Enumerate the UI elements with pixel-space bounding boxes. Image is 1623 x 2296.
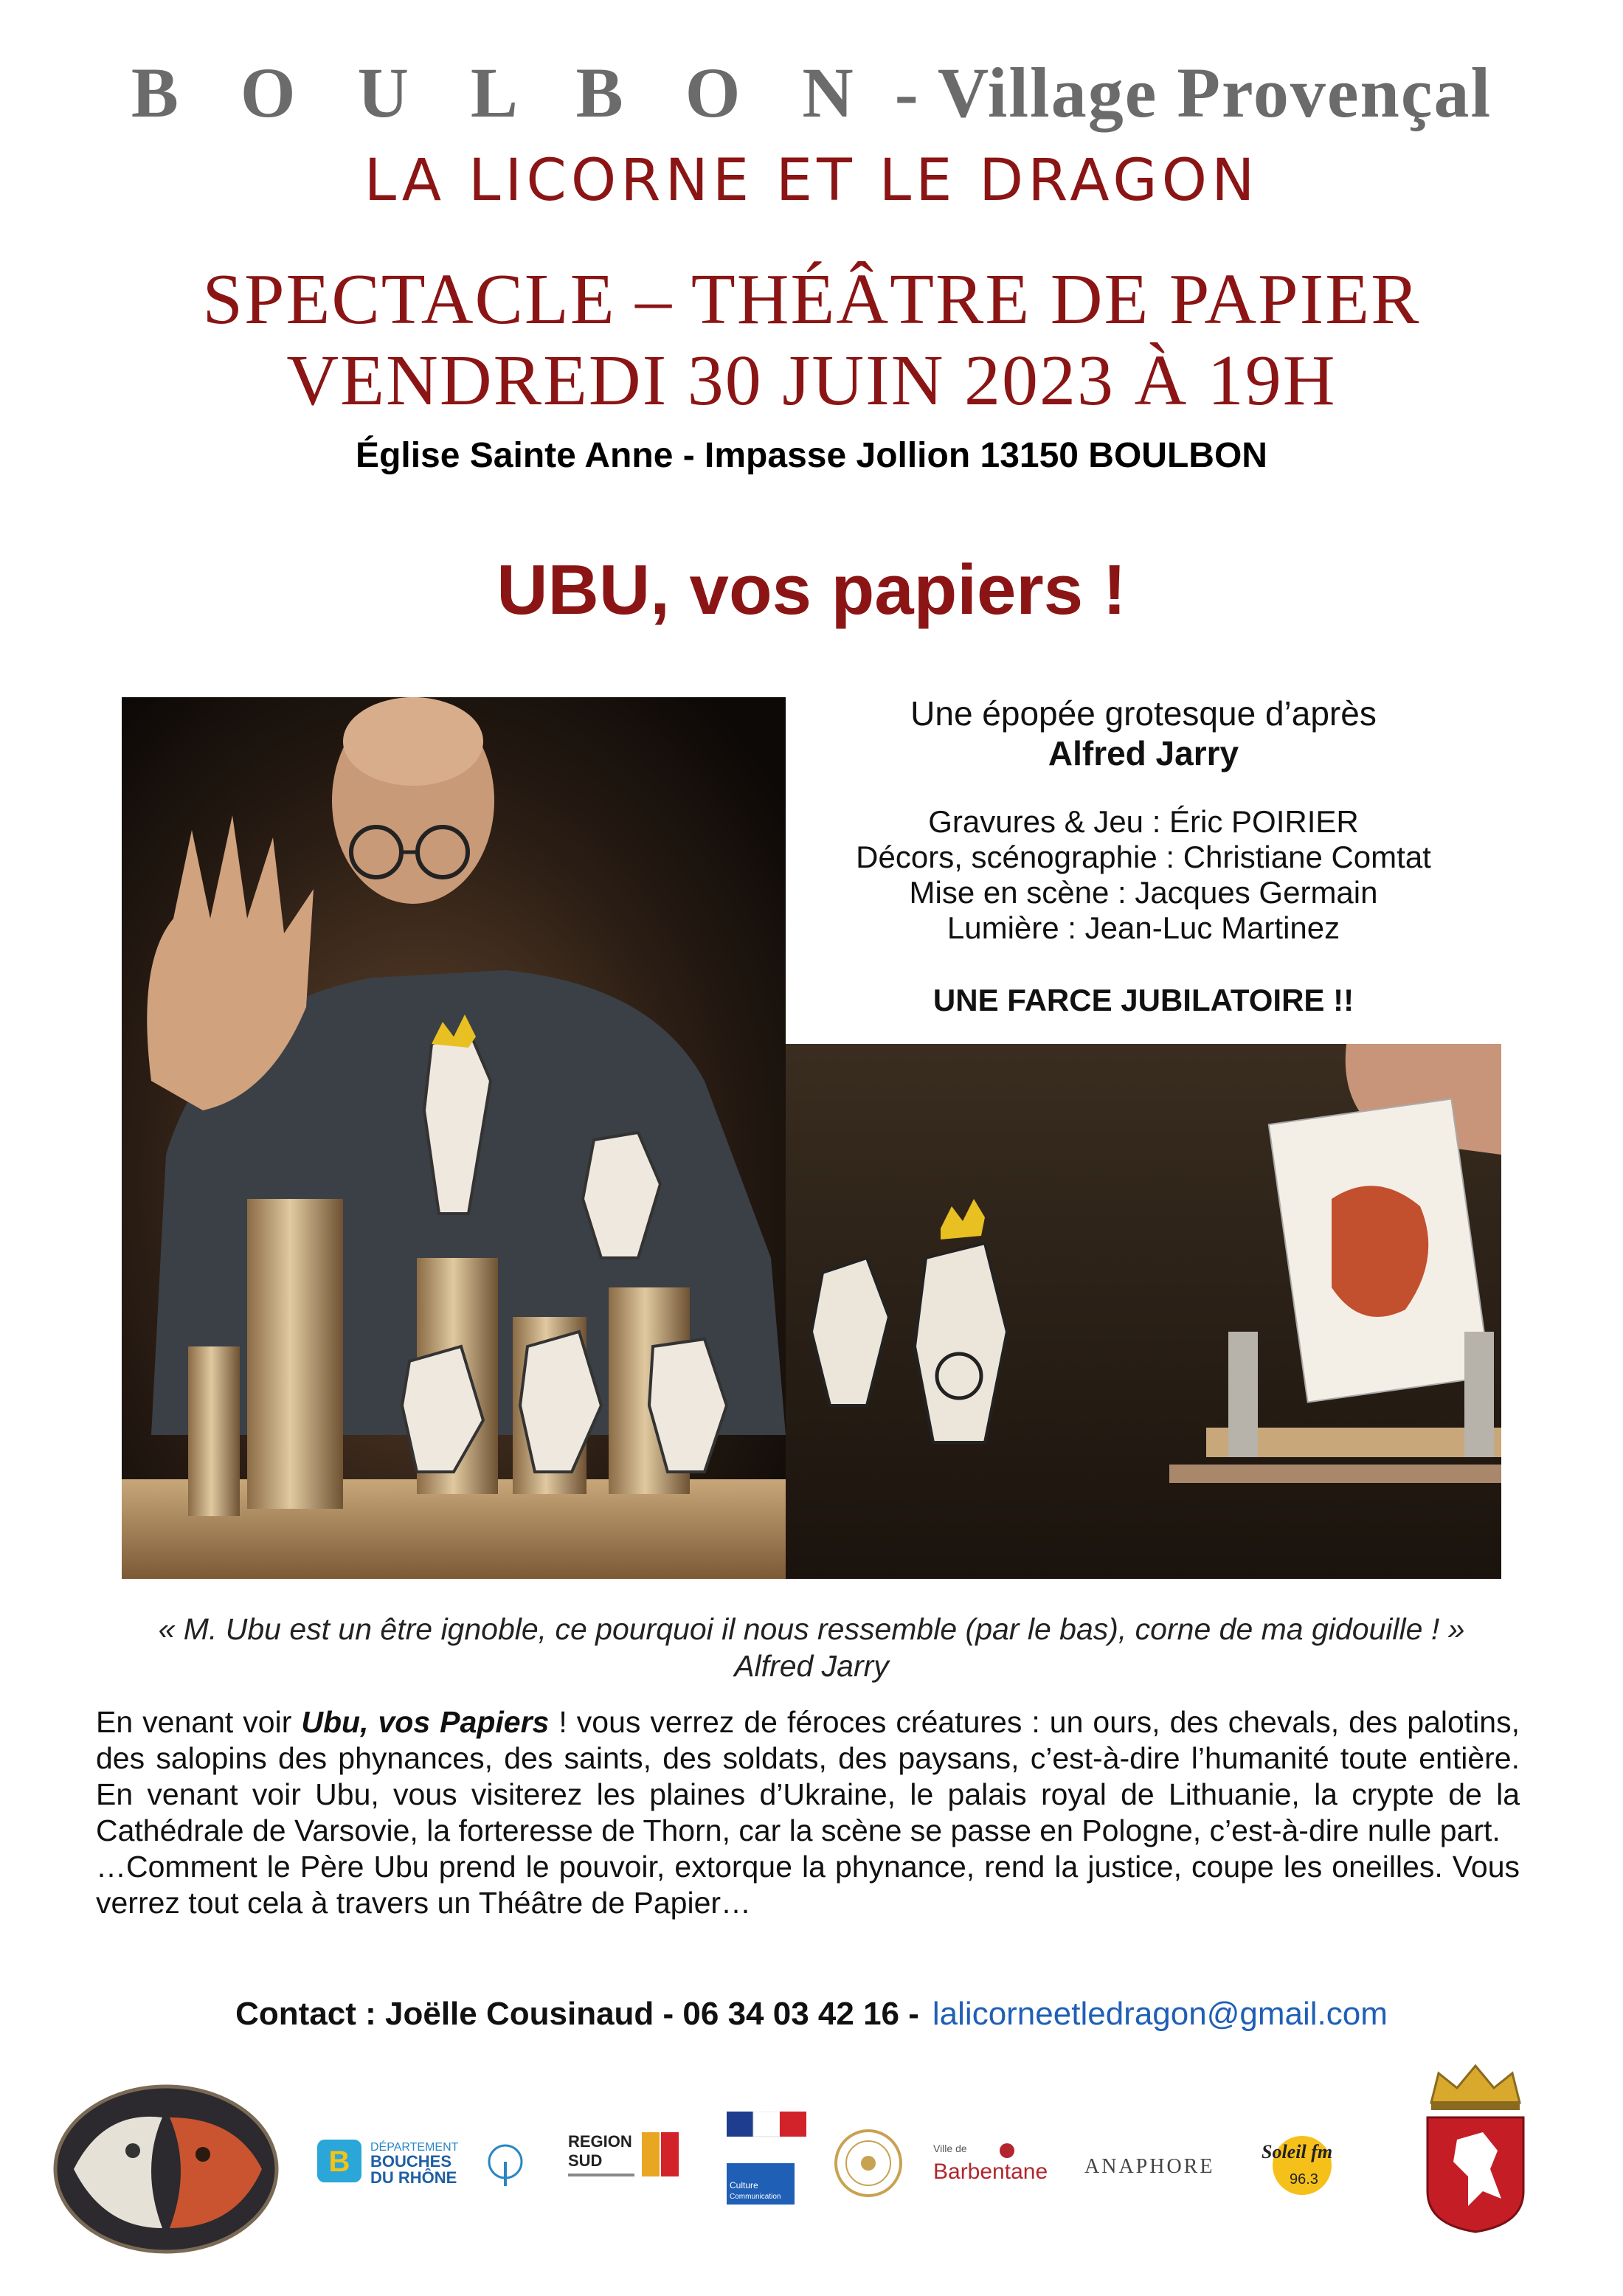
credits-author: Alfred Jarry <box>1048 734 1239 772</box>
region-line2: SUD <box>568 2151 603 2170</box>
republique-francaise-logo <box>727 2112 808 2207</box>
credit-line: Gravures & Jeu : Éric POIRIER <box>928 804 1359 839</box>
region-line1: REGION <box>568 2132 632 2151</box>
description-title: Ubu, vos Papiers <box>301 1705 550 1739</box>
contact-email[interactable]: lalicorneetledragon@gmail.com <box>932 1996 1388 2032</box>
bouches-du-rhone-logo <box>317 2129 524 2195</box>
show-date: VENDREDI 30 JUIN 2023 À 19H <box>286 341 1337 421</box>
credits-subtitle: Une épopée grotesque d’après <box>910 694 1377 733</box>
contact-line <box>0 1996 1623 2033</box>
dept-line1: DÉPARTEMENT <box>370 2141 459 2154</box>
anaphore-logo <box>1084 2147 1225 2184</box>
dept-line2: BOUCHES <box>370 2152 452 2171</box>
barbentane-prefix: Ville de <box>933 2143 967 2154</box>
soleil-frequency: 96.3 <box>1290 2171 1318 2188</box>
credit-line: Mise en scène : Jacques Germain <box>909 875 1378 910</box>
credit-line: Lumière : Jean-Luc Martinez <box>947 910 1340 945</box>
venue-address: Église Sainte Anne - Impasse Jollion 13150 BOULBON <box>356 436 1267 475</box>
quote-author: Alfred Jarry <box>734 1649 889 1683</box>
credit-line: Décors, scénographie : Christiane Comtat <box>856 840 1431 874</box>
boulbon-coat-of-arms <box>1424 2058 1527 2236</box>
show-title: UBU, vos papiers ! <box>496 550 1127 629</box>
description-paragraph-2: …Comment le Père Ubu prend le pouvoir, extorque la phynance, rend la justice, coupe les oneilles. Vous verrez tout cela à travers un Théâtre de Papier… <box>96 1850 1520 1920</box>
region-sud-logo <box>568 2125 693 2199</box>
credits-tagline: UNE FARCE JUBILATOIRE !! <box>932 983 1354 1017</box>
quote-text: « M. Ubu est un être ignoble, ce pourquoi il nous ressemble (par le bas), corne de ma gidouille ! » <box>158 1612 1465 1646</box>
soleil-name: Soleil fm <box>1262 2141 1333 2162</box>
licorne-dragon-logo <box>52 2081 280 2258</box>
dept-line3: DU RHÔNE <box>370 2168 457 2187</box>
culture-line1: Culture <box>730 2180 758 2190</box>
culture-line2: Communication <box>730 2193 781 2201</box>
village-subtitle: - Village Provençal <box>875 53 1492 132</box>
description <box>96 1704 1520 1921</box>
barbentane-name: Barbentane <box>933 2160 1048 2184</box>
show-type: SPECTACLE – THÉÂTRE DE PAPIER <box>202 260 1421 339</box>
soleil-fm-logo <box>1254 2125 1357 2199</box>
village-name: B O U L B O N <box>131 53 876 132</box>
description-paragraph-1: En venant voir Ubu, vos Papiers ! vous verrez de féroces créatures : un ours, des chevals, des palotins, des salopins des phynances, des saints, des soldats, des paysans, c’est-à-dire l’humanité toute entière. En venant voir Ubu, vous visiterez les plaines d’Ukraine, le palais royal de Lithuanie, la crypte de la Cathédrale de Varsovie, la forteresse de Thorn, car la scène se passe en Pologne, c’est-à-dire nulle part. <box>96 1705 1520 1847</box>
contact-label: Contact : Joëlle Cousinaud - 06 34 03 42 16 - <box>235 1996 919 2032</box>
seal-logo <box>834 2129 904 2199</box>
anaphore-name: ANAPHORE <box>1084 2155 1215 2178</box>
barbentane-logo <box>933 2136 1059 2195</box>
svg-text:B: B <box>328 2145 350 2178</box>
village-title <box>0 52 1623 134</box>
association-name: LA LICORNE ET LE DRAGON <box>364 148 1259 214</box>
